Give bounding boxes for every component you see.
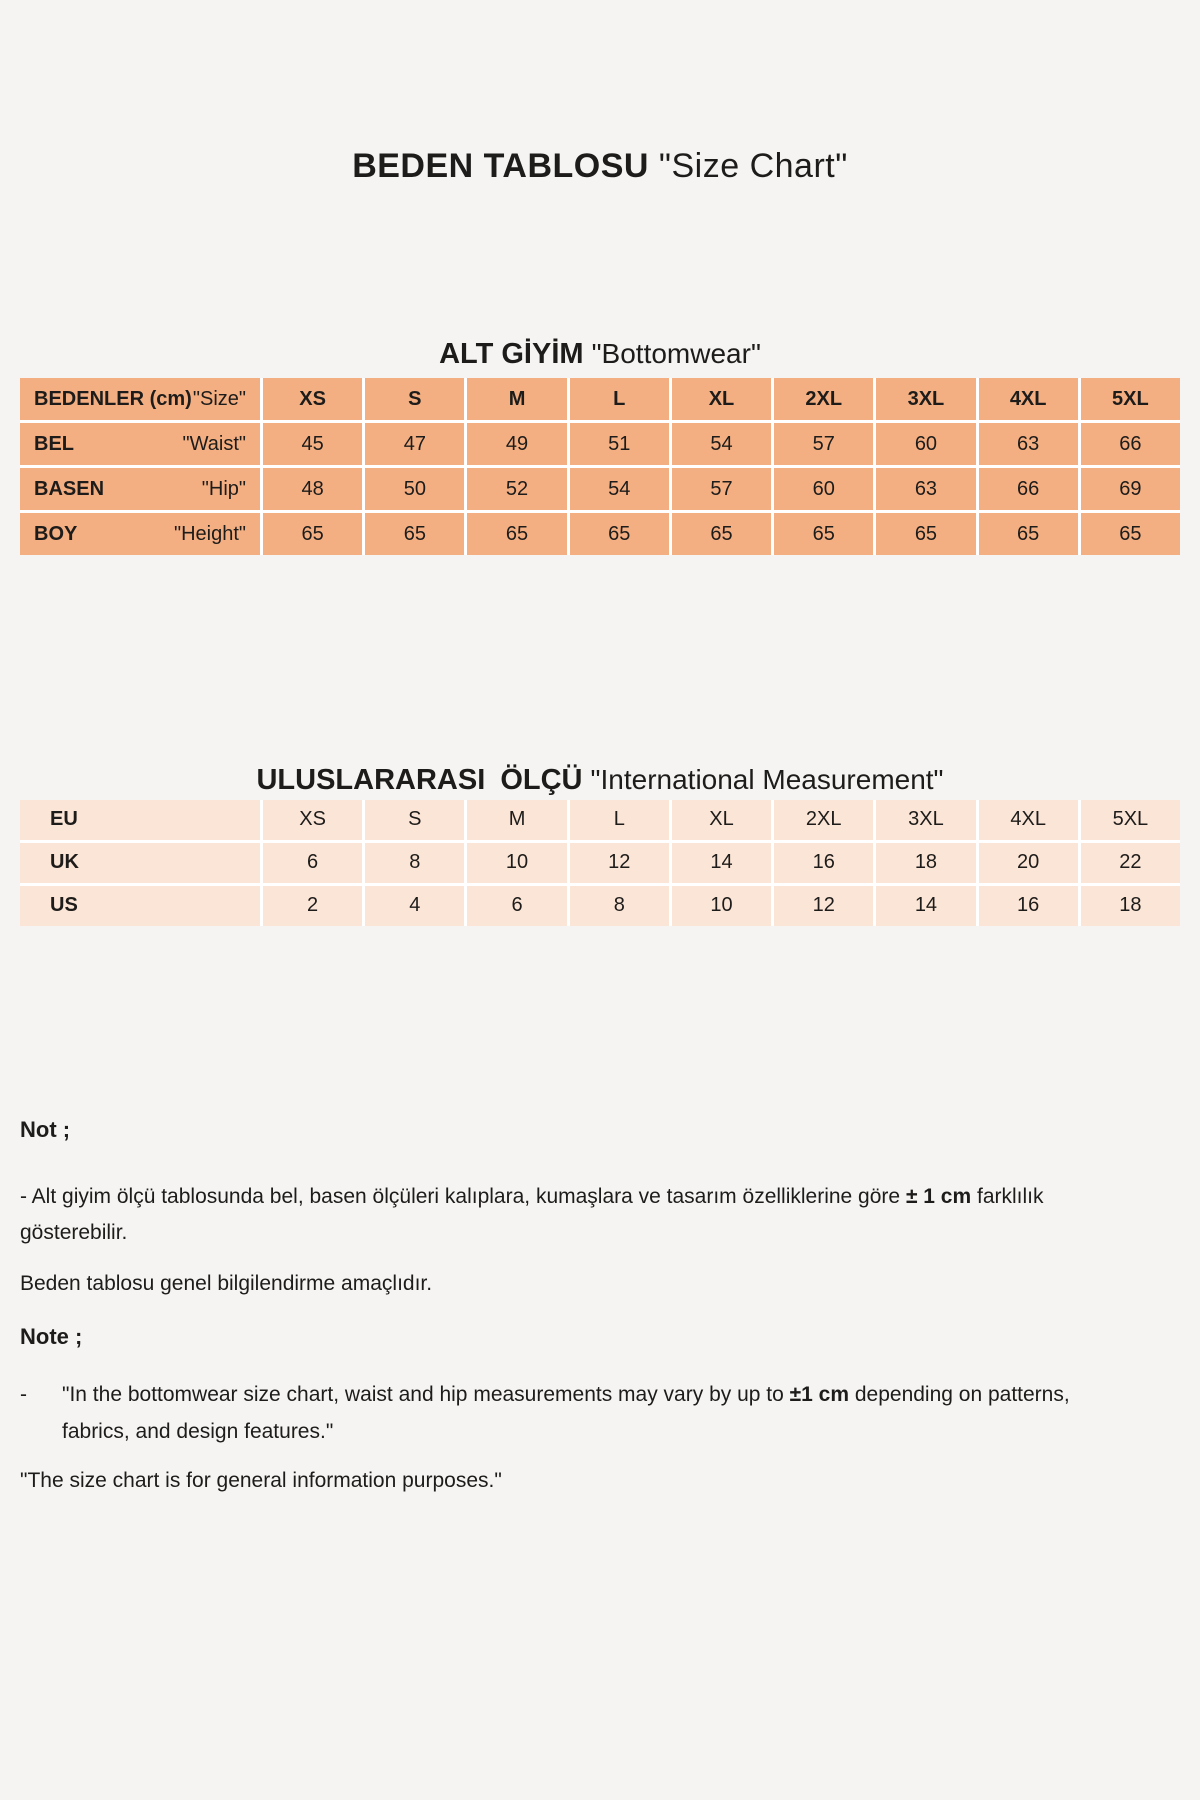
value-cell: 66 bbox=[1081, 423, 1180, 465]
bottomwear-heading bbox=[20, 337, 1180, 372]
size-header-cell: XS bbox=[263, 378, 362, 420]
page-title-turkish: BEDEN TABLOSU bbox=[352, 147, 649, 185]
value-cell: 14 bbox=[876, 886, 975, 926]
value-cell: 50 bbox=[365, 468, 464, 510]
value-cell: 2XL bbox=[774, 800, 873, 840]
value-cell: 48 bbox=[263, 468, 362, 510]
note-heading-turkish: Not ; bbox=[20, 1116, 71, 1142]
value-cell: 65 bbox=[672, 513, 771, 555]
value-cell: 69 bbox=[1081, 468, 1180, 510]
value-cell: XL bbox=[672, 800, 771, 840]
value-cell: 10 bbox=[467, 843, 566, 883]
value-cell: 47 bbox=[365, 423, 464, 465]
english-note-text-end: depending on patterns, fabrics, and design features." bbox=[62, 1383, 1070, 1444]
size-header-cell: XL bbox=[672, 378, 771, 420]
value-cell: 5XL bbox=[1081, 800, 1180, 840]
value-cell: 57 bbox=[672, 468, 771, 510]
size-header-cell: L bbox=[570, 378, 669, 420]
value-cell: 60 bbox=[876, 423, 975, 465]
english-note-text: "In the bottomwear size chart, waist and hip measurements may vary by up to bbox=[62, 1383, 790, 1407]
size-header-cell: M bbox=[467, 378, 566, 420]
row-label-cell bbox=[20, 513, 260, 555]
row-label: BEDENLER (cm) bbox=[34, 387, 192, 410]
value-cell: 14 bbox=[672, 843, 771, 883]
row-label: EU bbox=[50, 808, 78, 831]
value-cell: 4XL bbox=[979, 800, 1078, 840]
value-cell: 51 bbox=[570, 423, 669, 465]
size-header-cell: 3XL bbox=[876, 378, 975, 420]
value-cell: 2 bbox=[263, 886, 362, 926]
value-cell: 22 bbox=[1081, 843, 1180, 883]
value-cell: 54 bbox=[570, 468, 669, 510]
bottomwear-size-table bbox=[20, 378, 1180, 555]
turkish-general-note: Beden tablosu genel bilgilendirme amaçlıdır. bbox=[20, 1272, 433, 1296]
english-note-tolerance: ±1 cm bbox=[789, 1383, 850, 1407]
value-cell: 4 bbox=[365, 886, 464, 926]
international-heading bbox=[20, 763, 1180, 798]
value-cell: 65 bbox=[774, 513, 873, 555]
turkish-note bbox=[20, 1179, 1105, 1253]
international-size-table bbox=[20, 800, 1180, 926]
row-label-translation: "Waist" bbox=[182, 432, 246, 455]
row-label-translation: "Size" bbox=[192, 387, 246, 410]
value-cell: 65 bbox=[467, 513, 566, 555]
size-chart-document bbox=[20, 0, 1180, 1500]
value-cell: 65 bbox=[1081, 513, 1180, 555]
value-cell: 65 bbox=[263, 513, 362, 555]
row-label: UK bbox=[50, 851, 79, 874]
value-cell: 45 bbox=[263, 423, 362, 465]
value-cell: 66 bbox=[979, 468, 1078, 510]
english-note bbox=[20, 1377, 1180, 1451]
page-title-english: "Size Chart" bbox=[658, 147, 848, 185]
value-cell: 6 bbox=[263, 843, 362, 883]
size-header-cell: S bbox=[365, 378, 464, 420]
value-cell: 16 bbox=[979, 886, 1078, 926]
note-heading-english: Note ; bbox=[20, 1323, 83, 1349]
value-cell: 60 bbox=[774, 468, 873, 510]
value-cell: L bbox=[570, 800, 669, 840]
value-cell: 3XL bbox=[876, 800, 975, 840]
size-header-cell: 4XL bbox=[979, 378, 1078, 420]
value-cell: 8 bbox=[570, 886, 669, 926]
value-cell: 65 bbox=[979, 513, 1078, 555]
value-cell: 63 bbox=[876, 468, 975, 510]
value-cell: 20 bbox=[979, 843, 1078, 883]
value-cell: 65 bbox=[365, 513, 464, 555]
value-cell: 49 bbox=[467, 423, 566, 465]
row-label: BEL bbox=[34, 432, 74, 455]
turkish-note-text-end: farklılık gösterebilir. bbox=[20, 1184, 1044, 1245]
bottomwear-heading-turkish: ALT GİYİM bbox=[439, 338, 584, 371]
value-cell: S bbox=[365, 800, 464, 840]
row-label: BASEN bbox=[34, 477, 105, 500]
bullet-dash: - bbox=[20, 1383, 27, 1407]
row-label: BOY bbox=[34, 522, 78, 545]
value-cell: 16 bbox=[774, 843, 873, 883]
row-label-cell bbox=[20, 423, 260, 465]
row-label: US bbox=[50, 894, 78, 917]
english-note-body bbox=[62, 1377, 1072, 1451]
row-label-translation: "Height" bbox=[173, 522, 246, 545]
value-cell: 10 bbox=[672, 886, 771, 926]
international-heading-turkish: ULUSLARARASI ÖLÇÜ bbox=[256, 764, 583, 797]
value-cell: 65 bbox=[570, 513, 669, 555]
value-cell: 12 bbox=[570, 843, 669, 883]
row-label-cell bbox=[20, 468, 260, 510]
row-label-translation: "Hip" bbox=[201, 477, 246, 500]
value-cell: 63 bbox=[979, 423, 1078, 465]
value-cell: 54 bbox=[672, 423, 771, 465]
value-cell: XS bbox=[263, 800, 362, 840]
page-title bbox=[20, 148, 1180, 185]
value-cell: 6 bbox=[467, 886, 566, 926]
value-cell: 65 bbox=[876, 513, 975, 555]
value-cell: 18 bbox=[876, 843, 975, 883]
value-cell: 57 bbox=[774, 423, 873, 465]
row-label-cell bbox=[20, 378, 260, 420]
row-label-cell bbox=[20, 886, 260, 926]
value-cell: 12 bbox=[774, 886, 873, 926]
bottomwear-heading-english: "Bottomwear" bbox=[591, 338, 761, 370]
turkish-note-tolerance: ± 1 cm bbox=[905, 1184, 972, 1208]
notes-section bbox=[20, 1116, 1180, 1500]
international-heading-english: "International Measurement" bbox=[590, 764, 944, 796]
value-cell: 18 bbox=[1081, 886, 1180, 926]
value-cell: 8 bbox=[365, 843, 464, 883]
row-label-cell bbox=[20, 800, 260, 840]
turkish-note-text: - Alt giyim ölçü tablosunda bel, basen ölçüleri kalıplara, kumaşlara ve tasarım özelliklerine göre bbox=[20, 1184, 906, 1208]
row-label-cell bbox=[20, 843, 260, 883]
value-cell: M bbox=[467, 800, 566, 840]
size-header-cell: 5XL bbox=[1081, 378, 1180, 420]
english-general-note: "The size chart is for general information purposes." bbox=[20, 1468, 502, 1492]
value-cell: 52 bbox=[467, 468, 566, 510]
size-header-cell: 2XL bbox=[774, 378, 873, 420]
